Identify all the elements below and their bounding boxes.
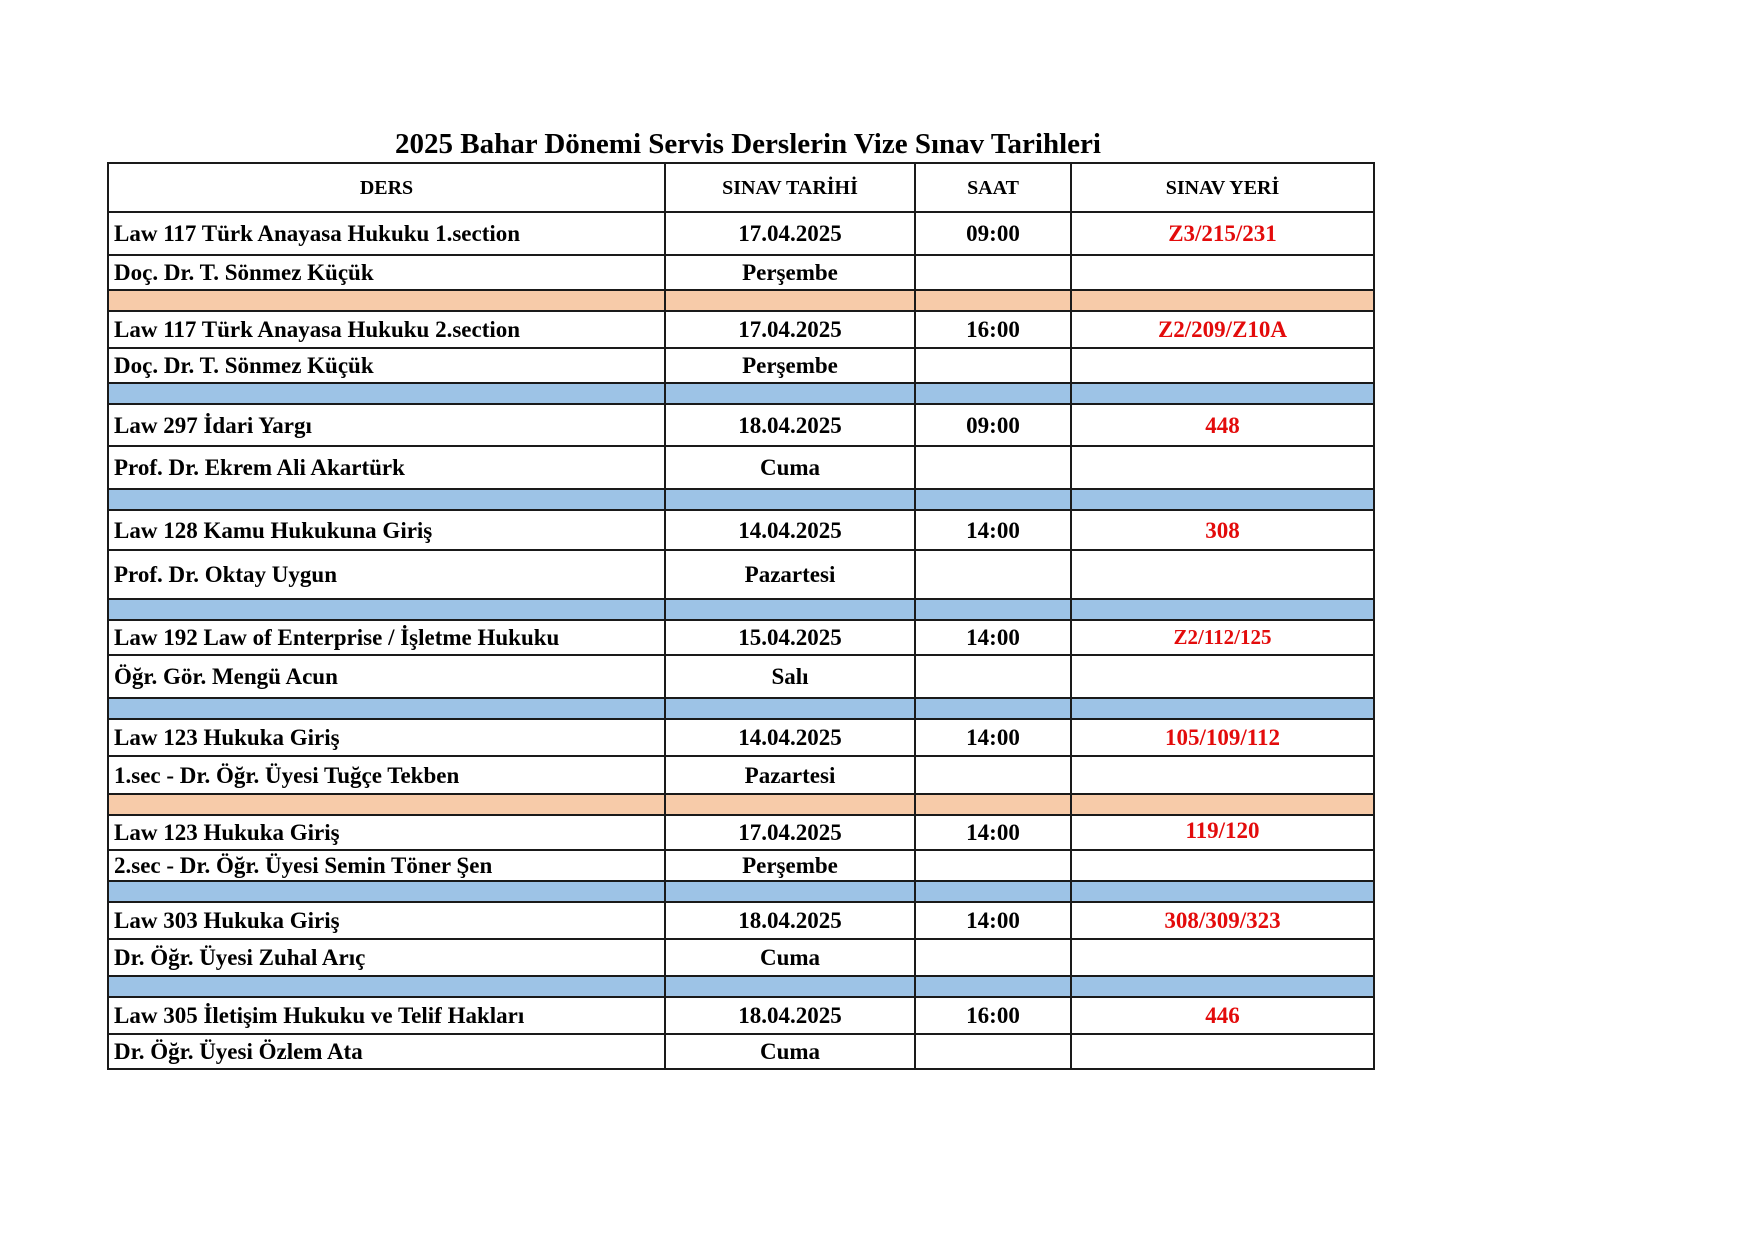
exam-time: 09:00 <box>915 404 1071 446</box>
separator-row <box>108 794 1374 815</box>
exam-time: 09:00 <box>915 212 1071 255</box>
exam-place: 308 <box>1071 510 1374 550</box>
separator-cell <box>1071 489 1374 510</box>
separator-cell <box>108 599 665 620</box>
instructor-name: Prof. Dr. Oktay Uygun <box>108 550 665 599</box>
instructor-name: Öğr. Gör. Mengü Acun <box>108 655 665 698</box>
separator-cell <box>108 976 665 997</box>
exam-day: Perşembe <box>665 850 915 881</box>
exam-course-row <box>108 620 1374 655</box>
exam-instructor-row <box>108 1034 1374 1069</box>
separator-cell <box>108 290 665 311</box>
exam-time: 16:00 <box>915 311 1071 348</box>
course-name: Law 305 İletişim Hukuku ve Telif Hakları <box>108 997 665 1034</box>
separator-cell <box>1071 698 1374 719</box>
exam-date: 17.04.2025 <box>665 311 915 348</box>
separator-cell <box>915 698 1071 719</box>
exam-course-row <box>108 997 1374 1034</box>
exam-instructor-row <box>108 850 1374 881</box>
exam-date: 14.04.2025 <box>665 719 915 756</box>
separator-row <box>108 698 1374 719</box>
empty-cell <box>1071 655 1374 698</box>
exam-day: Salı <box>665 655 915 698</box>
table-header-row <box>108 163 1374 212</box>
exam-place: 448 <box>1071 404 1374 446</box>
separator-cell <box>915 383 1071 404</box>
empty-cell <box>1071 446 1374 489</box>
separator-row <box>108 881 1374 902</box>
exam-place: 446 <box>1071 997 1374 1034</box>
exam-course-row <box>108 510 1374 550</box>
exam-place: 308/309/323 <box>1071 902 1374 939</box>
exam-day: Cuma <box>665 1034 915 1069</box>
exam-day: Cuma <box>665 446 915 489</box>
separator-cell <box>1071 599 1374 620</box>
empty-cell <box>915 550 1071 599</box>
exam-date: 18.04.2025 <box>665 902 915 939</box>
separator-cell <box>915 881 1071 902</box>
exam-day: Pazartesi <box>665 550 915 599</box>
separator-cell <box>1071 881 1374 902</box>
instructor-name: Dr. Öğr. Üyesi Özlem Ata <box>108 1034 665 1069</box>
empty-cell <box>1071 255 1374 290</box>
empty-cell <box>915 1034 1071 1069</box>
separator-cell <box>665 698 915 719</box>
separator-cell <box>665 881 915 902</box>
exam-day: Perşembe <box>665 255 915 290</box>
exam-place: Z2/209/Z10A <box>1071 311 1374 348</box>
empty-cell <box>1071 1034 1374 1069</box>
exam-course-row <box>108 311 1374 348</box>
separator-cell <box>665 489 915 510</box>
separator-cell <box>108 881 665 902</box>
course-name: Law 117 Türk Anayasa Hukuku 1.section <box>108 212 665 255</box>
exam-course-row <box>108 404 1374 446</box>
course-name: Law 128 Kamu Hukukuna Giriş <box>108 510 665 550</box>
exam-place: Z3/215/231 <box>1071 212 1374 255</box>
exam-date: 15.04.2025 <box>665 620 915 655</box>
separator-cell <box>665 383 915 404</box>
exam-course-row <box>108 719 1374 756</box>
separator-cell <box>665 599 915 620</box>
empty-cell <box>915 255 1071 290</box>
column-header-place: SINAV YERİ <box>1071 163 1374 212</box>
exam-course-row <box>108 212 1374 255</box>
exam-day: Pazartesi <box>665 756 915 794</box>
exam-date: 18.04.2025 <box>665 997 915 1034</box>
empty-cell <box>915 850 1071 881</box>
empty-cell <box>1071 939 1374 976</box>
empty-cell <box>1071 850 1374 881</box>
separator-cell <box>1071 290 1374 311</box>
exam-place: 119/120 <box>1071 815 1374 850</box>
separator-cell <box>915 489 1071 510</box>
separator-cell <box>915 290 1071 311</box>
instructor-name: 2.sec - Dr. Öğr. Üyesi Semin Töner Şen <box>108 850 665 881</box>
separator-row <box>108 383 1374 404</box>
exam-course-row <box>108 902 1374 939</box>
exam-date: 17.04.2025 <box>665 212 915 255</box>
instructor-name: Doç. Dr. T. Sönmez Küçük <box>108 255 665 290</box>
exam-schedule-table <box>107 162 1375 1070</box>
separator-row <box>108 290 1374 311</box>
empty-cell <box>915 939 1071 976</box>
empty-cell <box>1071 348 1374 383</box>
exam-time: 14:00 <box>915 815 1071 850</box>
instructor-name: Prof. Dr. Ekrem Ali Akartürk <box>108 446 665 489</box>
exam-instructor-row <box>108 255 1374 290</box>
empty-cell <box>915 756 1071 794</box>
instructor-name: Doç. Dr. T. Sönmez Küçük <box>108 348 665 383</box>
course-name: Law 123 Hukuka Giriş <box>108 719 665 756</box>
separator-cell <box>108 698 665 719</box>
instructor-name: Dr. Öğr. Üyesi Zuhal Arıç <box>108 939 665 976</box>
separator-cell <box>665 290 915 311</box>
empty-cell <box>1071 550 1374 599</box>
column-header-date: SINAV TARİHİ <box>665 163 915 212</box>
exam-instructor-row <box>108 939 1374 976</box>
separator-cell <box>665 794 915 815</box>
exam-time: 16:00 <box>915 997 1071 1034</box>
separator-cell <box>1071 976 1374 997</box>
column-header-time: SAAT <box>915 163 1071 212</box>
separator-row <box>108 489 1374 510</box>
empty-cell <box>915 655 1071 698</box>
course-name: Law 192 Law of Enterprise / İşletme Hukuku <box>108 620 665 655</box>
exam-time: 14:00 <box>915 510 1071 550</box>
instructor-name: 1.sec - Dr. Öğr. Üyesi Tuğçe Tekben <box>108 756 665 794</box>
separator-cell <box>915 976 1071 997</box>
exam-instructor-row <box>108 655 1374 698</box>
separator-cell <box>108 383 665 404</box>
exam-day: Cuma <box>665 939 915 976</box>
exam-course-row <box>108 815 1374 850</box>
separator-cell <box>915 599 1071 620</box>
exam-date: 18.04.2025 <box>665 404 915 446</box>
exam-time: 14:00 <box>915 902 1071 939</box>
course-name: Law 297 İdari Yargı <box>108 404 665 446</box>
course-name: Law 117 Türk Anayasa Hukuku 2.section <box>108 311 665 348</box>
exam-place: Z2/112/125 <box>1071 620 1374 655</box>
separator-cell <box>915 794 1071 815</box>
exam-date: 17.04.2025 <box>665 815 915 850</box>
empty-cell <box>1071 756 1374 794</box>
separator-cell <box>108 489 665 510</box>
course-name: Law 123 Hukuka Giriş <box>108 815 665 850</box>
document-title: 2025 Bahar Dönemi Servis Derslerin Vize Sınav Tarihleri <box>395 128 1101 160</box>
exam-table-body <box>108 163 1374 1069</box>
exam-time: 14:00 <box>915 719 1071 756</box>
exam-time: 14:00 <box>915 620 1071 655</box>
exam-day: Perşembe <box>665 348 915 383</box>
exam-instructor-row <box>108 348 1374 383</box>
exam-instructor-row <box>108 756 1374 794</box>
separator-cell <box>108 794 665 815</box>
exam-instructor-row <box>108 550 1374 599</box>
empty-cell <box>915 348 1071 383</box>
exam-date: 14.04.2025 <box>665 510 915 550</box>
separator-cell <box>665 976 915 997</box>
separator-row <box>108 976 1374 997</box>
course-name: Law 303 Hukuka Giriş <box>108 902 665 939</box>
exam-place: 105/109/112 <box>1071 719 1374 756</box>
column-header-course: DERS <box>108 163 665 212</box>
empty-cell <box>915 446 1071 489</box>
exam-instructor-row <box>108 446 1374 489</box>
separator-cell <box>1071 383 1374 404</box>
separator-row <box>108 599 1374 620</box>
separator-cell <box>1071 794 1374 815</box>
